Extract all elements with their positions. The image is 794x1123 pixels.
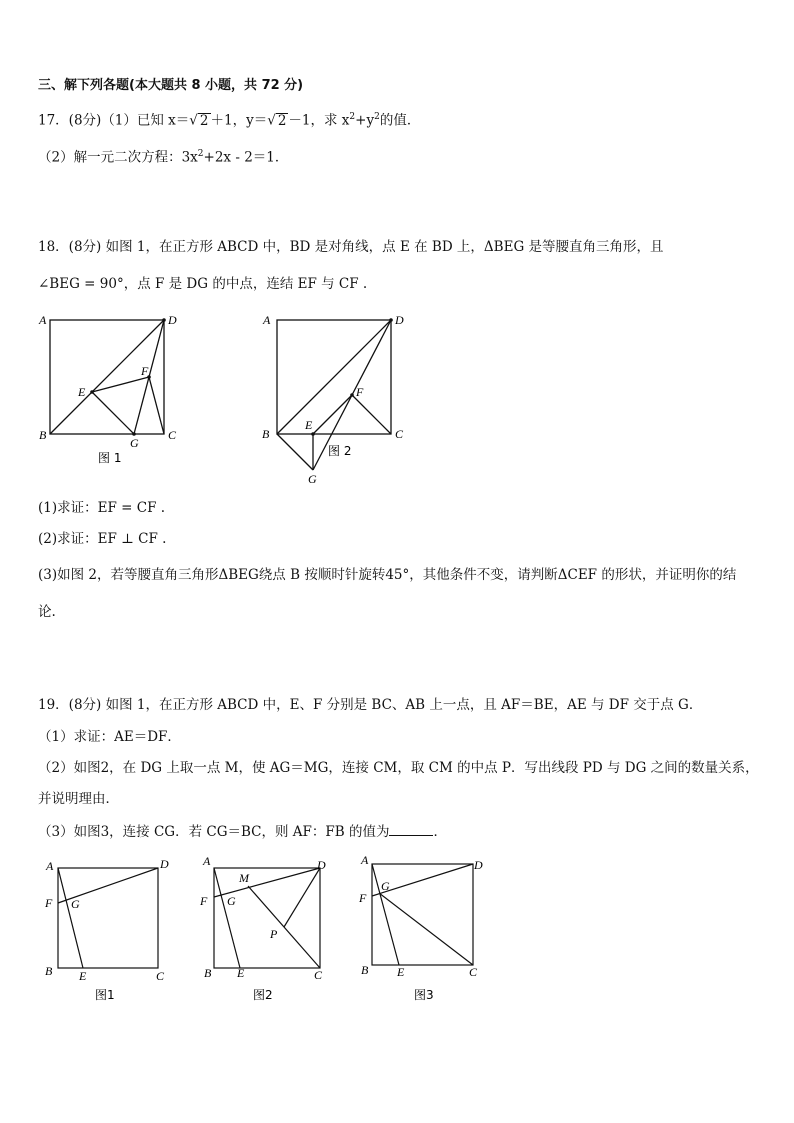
q19-figure-2 xyxy=(194,852,339,1007)
q19-figure-1 xyxy=(38,852,178,1007)
label-e: E xyxy=(237,966,245,980)
q18-line1: 18．(8分) 如图 1，在正方形 ABCD 中，BD 是对角线，点 E 在 BD 上，ΔBEG 是等腰直角三角形，且 xyxy=(38,239,664,255)
segment-gc xyxy=(379,893,473,965)
label-b: B xyxy=(39,428,47,442)
label-g: G xyxy=(381,879,390,893)
label-d: D xyxy=(474,858,483,872)
segment-eg xyxy=(92,392,134,434)
label-a: A xyxy=(46,859,54,873)
q19-line5 xyxy=(38,822,447,841)
q19-line5-end: ． xyxy=(433,824,447,840)
segment-bg xyxy=(277,434,313,470)
label-f: F xyxy=(356,385,364,399)
fig1-caption: 图 1 xyxy=(98,451,122,465)
q17-text-a: 17．(8分)（1）已知 x＝ xyxy=(38,112,190,129)
label-m: M xyxy=(239,871,249,885)
segment-fc xyxy=(149,377,164,434)
q18-part2: (2)求证：EF ⊥ CF . xyxy=(38,531,167,547)
answer-blank[interactable] xyxy=(389,822,433,836)
q17-text-d: +y xyxy=(355,112,375,129)
exp-2: 2 xyxy=(374,112,380,122)
label-d: D xyxy=(168,313,177,327)
fig2-caption: 图 2 xyxy=(328,444,352,458)
q17-line2 xyxy=(38,145,288,167)
q19-line1: 19．(8分) 如图 1，在正方形 ABCD 中，E、F 分别是 BC、AB 上一点，且 AF＝BE，AE 与 DF 交于点 G． xyxy=(38,697,703,713)
q17-text-b: ＋1，y＝ xyxy=(210,112,268,129)
radicand-1: 2 xyxy=(199,112,209,129)
label-c: C xyxy=(469,965,478,979)
label-a: A xyxy=(203,854,211,868)
q19-figure-3 xyxy=(352,852,497,1007)
q19-line5-text: （3）如图3，连接 CG．若 CG＝BC，则 AF：FB 的值为 xyxy=(38,824,390,840)
q17-text-f: （2）解一元二次方程：3x xyxy=(38,149,198,166)
q18-part1: (1)求证：EF = CF . xyxy=(38,500,166,516)
segment-fc xyxy=(352,395,391,434)
label-f: F xyxy=(141,364,149,378)
q19-fig1-caption: 图1 xyxy=(95,988,115,1002)
label-b: B xyxy=(262,427,270,441)
q17-text-c: －1，求 x xyxy=(288,112,350,129)
section-header: 三、解下列各题(本大题共 8 小题，共 72 分) xyxy=(38,78,304,93)
segment-ae xyxy=(214,868,240,968)
q18-part3-cont: 论. xyxy=(38,604,56,620)
label-e: E xyxy=(78,385,86,399)
q19-line3: （2）如图2，在 DG 上取一点 M，使 AG＝MG，连接 CM，取 CM 的中点 P．写出线段 PD 与 DG 之间的数量关系， xyxy=(38,760,759,776)
square-abcd xyxy=(58,868,158,968)
sqrt-sign: √ xyxy=(189,112,198,129)
label-g: G xyxy=(227,894,236,908)
segment-fd xyxy=(214,868,320,897)
label-c: C xyxy=(156,969,165,983)
q18-figure-1 xyxy=(30,305,200,475)
q18-line2: ∠BEG = 90°，点 F 是 DG 的中点，连结 EF 与 CF . xyxy=(38,276,368,292)
label-a: A xyxy=(263,313,271,327)
q19-fig3-caption: 图3 xyxy=(414,988,434,1002)
label-e: E xyxy=(305,418,313,432)
label-c: C xyxy=(314,968,323,982)
label-g: G xyxy=(308,472,317,486)
radicand-2: 2 xyxy=(277,112,287,129)
label-g: G xyxy=(130,436,139,450)
label-f: F xyxy=(45,896,53,910)
q17-line1 xyxy=(38,108,420,130)
q19-fig2-caption: 图2 xyxy=(253,988,273,1002)
segment-ef xyxy=(313,395,352,434)
label-c: C xyxy=(395,427,404,441)
label-d: D xyxy=(160,857,169,871)
q18-part3: (3)如图 2，若等腰直角三角形ΔBEG绕点 B 按顺时针旋转45°，其他条件不变，请判断ΔCEF 的形状，并证明你的结 xyxy=(38,567,737,583)
exp-1: 2 xyxy=(349,112,356,122)
label-e: E xyxy=(397,965,405,979)
segment-ae xyxy=(58,868,83,968)
label-c: C xyxy=(168,428,177,442)
label-d: D xyxy=(395,313,404,327)
label-b: B xyxy=(204,966,212,980)
segment-ef xyxy=(92,377,149,392)
label-a: A xyxy=(361,853,369,867)
exp-3: 2 xyxy=(197,149,204,159)
label-d: D xyxy=(317,858,326,872)
q17-text-g: +2x - 2＝1． xyxy=(203,149,289,166)
label-b: B xyxy=(361,963,369,977)
q17-text-e: 的值． xyxy=(379,112,421,129)
label-p: P xyxy=(270,927,278,941)
q19-line4: 并说明理由． xyxy=(38,791,119,807)
sqrt-sign: √ xyxy=(267,112,276,129)
label-g: G xyxy=(71,897,80,911)
label-e: E xyxy=(79,969,87,983)
label-f: F xyxy=(200,894,208,908)
label-a: A xyxy=(39,313,47,327)
q19-line2: （1）求证：AE＝DF． xyxy=(38,729,181,745)
label-f: F xyxy=(359,891,367,905)
label-b: B xyxy=(45,964,53,978)
q18-figure-2 xyxy=(252,305,422,490)
